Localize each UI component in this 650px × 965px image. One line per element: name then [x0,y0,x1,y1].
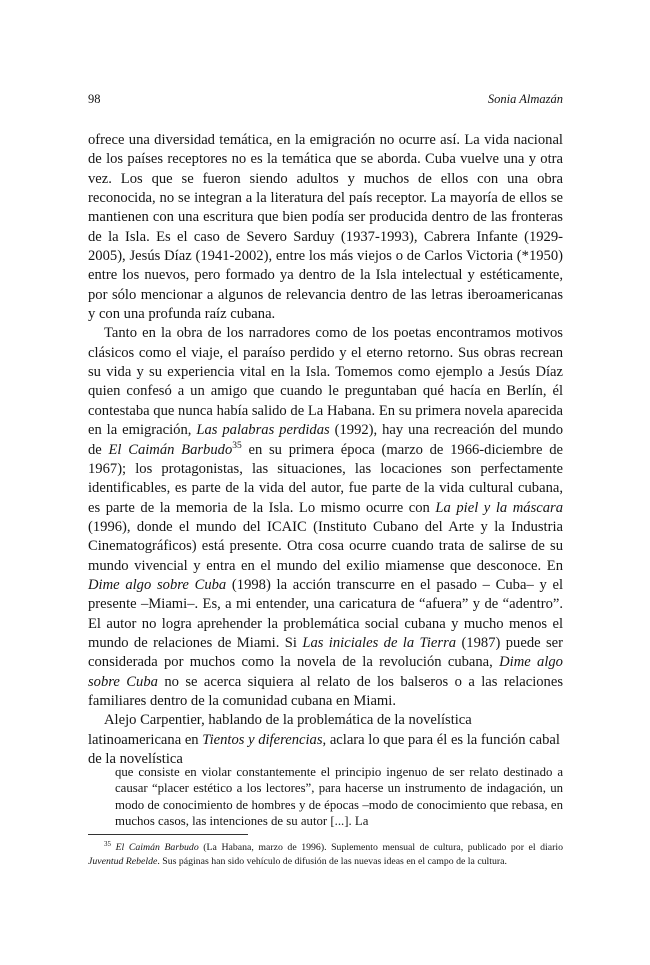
text-run: Alejo Carpentier, hablando de la problemática de la novelística latinoamericana en [88,712,472,748]
newspaper-title: Juventud Rebelde [88,855,158,867]
book-title: La piel y la máscara [435,499,563,516]
page-number: 98 [88,92,101,106]
text-run: en su primera época (marzo de 1966-diciembre de 1967); los protagonistas, las situaciones, las locaciones son perfectamente identificables, es parte de la vida del autor, fue parte de la vida cultural cubana, es parte de la memoria de la Isla. Lo mismo ocurre con [88,441,564,516]
paragraph-2 [88,324,563,711]
paragraph-1: ofrece una diversidad temática, en la emigración no ocurre así. La vida nacional de los países receptores no es la temática que se aborda. Cuba vuelve una y otra vez. Los que se fueron siendo adultos y muchos de ellos con una obra reconocida, no se integran a la literatura del país receptor. La mayoría de ellos se mantienen con una escritura que bien podía ser producida dentro de las fronteras de la Isla. Es el caso de Severo Sarduy (1937-1993), Cabrera Infante (1929-2005), Jesús Díaz (1941-2002), entre los más viejos o de Carlos Victoria (*1950) entre los nuevos, pero formado ya dentro de la Isla intelectual y estéticamente, por sólo mencionar a algunos de relevancia dentro de las letras iberoamericanas y con una profunda raíz cubana. [88,132,563,323]
book-title: Dime algo sobre Cuba [88,654,563,690]
book-title: Las iniciales de la Tierra [302,634,457,651]
footnote-number: 35 [104,840,111,848]
magazine-title: El Caimán Barbudo [115,842,199,853]
text-run: (La Habana, marzo de 1996). Suplemento mensual de cultura, publicado por el diario [198,842,564,853]
running-head-author: Sonia Almazán [487,92,563,106]
paragraph-3 [88,711,563,769]
book-title: Tientos y diferencias [202,731,323,748]
text-run: (1987) puede ser considerada por muchos como la novela de la revolución cubana, [88,634,564,671]
text-run: (1998) la acción transcurre en el pasado – Cuba– y el presente –Miami–. Es, a mi entender, una caricatura de “afuera” y de “adentro”. El autor no logra aprehender la problemática social cubana y mucho menos el mundo de relaciones de Miami. Si [88,576,563,651]
text-run: no se acerca siquiera al relato de los balseros o a las relaciones familiares dentro de la comunidad cubana en Miami. [88,673,564,709]
footnote-reference: 35 [232,440,242,451]
magazine-title: El Caimán Barbudo [108,441,233,458]
text-run: (1996), donde el mundo del ICAIC (Instituto Cubano del Arte y la Industria Cinematográficos) está presente. Otra cosa ocurre cuando trata de salirse de su mundo vivencial y entra en el mundo del exilio miamense que desconoce. En [88,518,563,574]
text-run: (1992), hay una recreación del mundo de [88,422,563,458]
text-run: , aclara lo que para él es la función cabal de la novelística [88,731,560,767]
page-header [88,92,563,112]
footnote-35 [88,841,563,868]
text-run: Tanto en la obra de los narradores como de los poetas encontramos motivos clásicos como el viaje, el paraíso perdido y el eterno retorno. Sus obras recrean su vida y su experiencia vital en la Isla. Tomemos como ejemplo a Jesús Díaz quien confesó a un amigo que cuando le preguntaban qué hacía en Berlín, él contestaba que nunca había salido de La Habana. En su primera novela aparecida en la emigración, [88,325,563,439]
block-quote: que consiste en violar constantemente el principio ingenuo de ser relato destinado a causar “placer estético a los lectores”, para hacerse un instrumento de indagación, un modo de conocimiento de hombres y de épocas –modo de conocimiento que rebasa, en muchos casos, las intenciones de su autor [...]. La [115,765,563,828]
body-text [88,131,563,769]
text-run: . Sus páginas han sido vehículo de difusión de las nuevas ideas en el campo de la cultura. [157,855,507,867]
book-title: Las palabras perdidas [196,422,330,439]
book-title: Dime algo sobre Cuba [88,576,227,593]
footnote-divider [88,834,248,835]
